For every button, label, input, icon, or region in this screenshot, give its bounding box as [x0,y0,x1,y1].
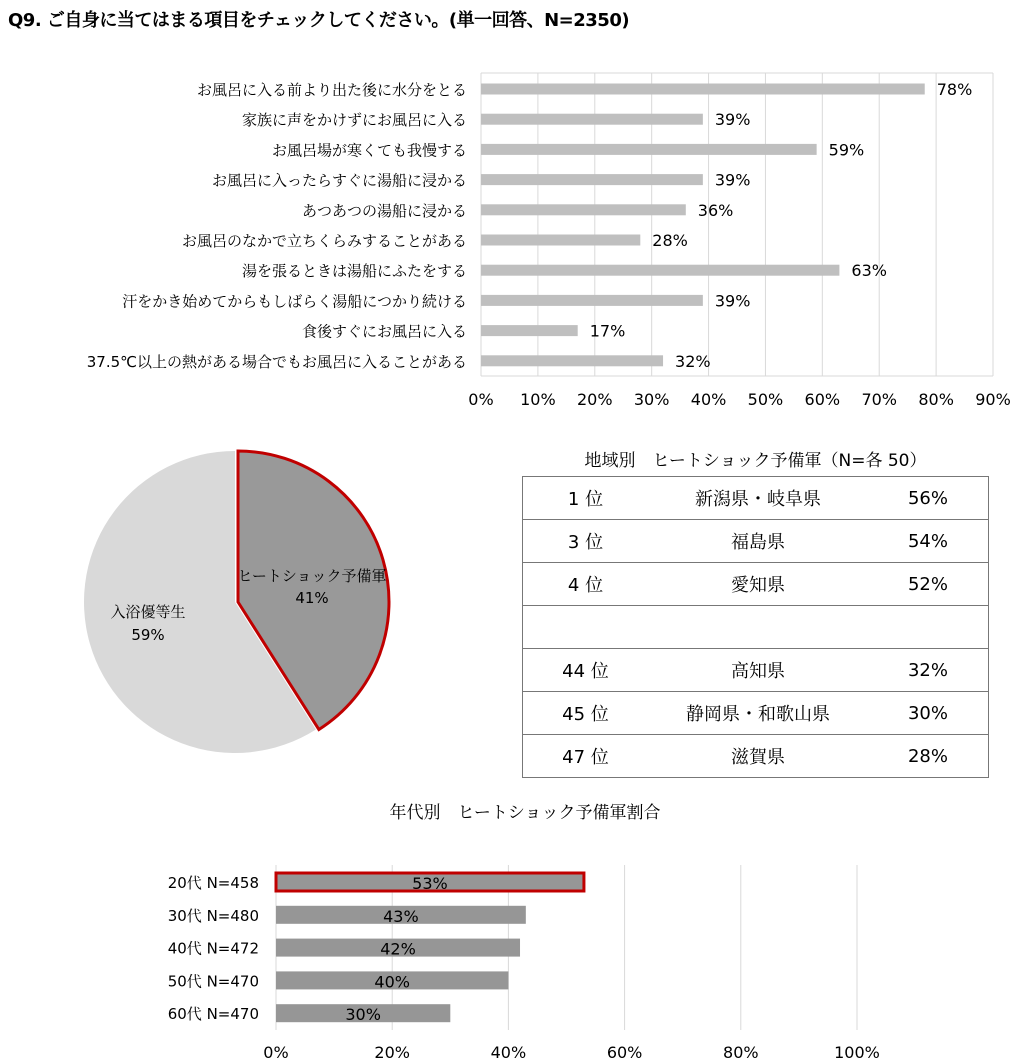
value-label: 43% [383,906,419,926]
category-label: お風呂に入ったらすぐに湯船に浸かる [211,171,467,190]
prefecture-cell: 高知県 [648,649,868,692]
category-label: 食後すぐにお風呂に入る [301,322,467,341]
category-label: あつあつの湯船に浸かる [301,201,467,220]
bar [481,295,703,306]
x-tick-label: 20% [576,390,613,409]
value-label: 28% [652,231,688,250]
pie-label: ヒートショック予備軍 [237,567,387,585]
table-row [523,520,989,563]
pie-pct-label: 41% [295,589,329,607]
percent-cell: 56% [868,477,989,520]
percent-cell: 32% [868,649,989,692]
category-label: 家族に声をかけずにお風呂に入る [241,111,467,130]
table-row [523,735,989,778]
bar [481,355,663,366]
x-tick-label: 20% [374,1043,410,1062]
bar [481,174,703,185]
bar [481,325,578,336]
table-row [523,606,989,649]
table-row [523,649,989,692]
x-tick-label: 90% [975,390,1011,409]
value-label: 39% [714,110,751,130]
x-tick-label: 0% [468,390,494,409]
prefecture-cell: 愛知県 [648,563,868,606]
x-tick-label: 60% [606,1043,643,1062]
category-label: お風呂に入る前より出た後に水分をとる [196,81,467,99]
rank-cell: 44 位 [523,649,649,692]
value-label: 39% [714,291,751,311]
x-tick-label: 100% [834,1043,880,1062]
x-tick-label: 50% [747,390,784,409]
percent-cell [868,606,989,649]
value-label: 17% [589,321,626,341]
pie-pct-label: 59% [131,626,165,644]
percent-cell: 30% [868,692,989,735]
prefecture-cell: 静岡県・和歌山県 [648,692,868,735]
table-row [523,692,989,735]
x-tick-label: 80% [723,1043,759,1062]
value-label: 39% [714,170,751,190]
table-row [523,563,989,606]
prefecture-cell: 滋賀県 [648,735,868,778]
value-label: 78% [936,80,973,99]
rank-cell: 1 位 [523,477,649,520]
percent-cell: 54% [868,520,989,563]
x-tick-label: 40% [490,1043,527,1062]
category-label: 37.5℃以上の熱がある場合でもお風呂に入ることがある [86,352,467,371]
category-label: 40代 N=472 [167,939,259,958]
bar [481,144,817,155]
x-tick-label: 70% [861,390,898,409]
bar [481,265,839,276]
value-label: 42% [380,939,416,959]
rank-cell: 3 位 [523,520,649,563]
rank-cell [523,606,649,649]
value-label: 63% [851,261,887,281]
value-label: 32% [675,351,711,371]
percent-cell: 52% [868,563,989,606]
bar [481,235,640,246]
x-tick-label: 0% [263,1043,289,1062]
bar [481,84,925,95]
category-label: 50代 N=470 [167,972,259,991]
value-label: 40% [374,972,410,992]
percent-cell: 28% [868,735,989,778]
category-label: 20代 N=458 [167,874,259,892]
region-ranking-table [522,476,989,778]
table-row [523,477,989,520]
prefecture-cell: 新潟県・岐阜県 [648,477,868,520]
age-chart-title: 年代別 ヒートショック予備軍割合 [389,803,661,823]
rank-cell: 45 位 [523,692,649,735]
x-tick-label: 40% [690,390,727,409]
prefecture-cell [648,606,868,649]
pie-label: 入浴優等生 [110,603,186,621]
region-table-title: 地域別 ヒートショック予備軍（N=各 50） [584,451,927,471]
category-label: 湯を張るときは湯船にふたをする [241,262,467,281]
category-label: 60代 N=470 [167,1005,259,1024]
prefecture-cell: 福島県 [648,520,868,563]
x-tick-label: 30% [633,390,670,409]
value-label: 59% [828,140,865,160]
bar [481,204,686,215]
category-label: 汗をかき始めてからもしばらく湯船につかり続ける [122,292,467,311]
value-label: 30% [345,1005,381,1025]
category-label: 30代 N=480 [167,906,259,925]
value-label: 36% [697,200,734,220]
x-tick-label: 10% [520,390,556,409]
question-title: Q9. ご自身に当てはまる項目をチェックしてください。(単一回答、N=2350) [8,10,630,31]
bar [481,114,703,125]
rank-cell: 4 位 [523,563,649,606]
category-label: お風呂のなかで立ちくらみすることがある [181,232,467,250]
value-label: 53% [412,874,448,893]
rank-cell: 47 位 [523,735,649,778]
x-tick-label: 80% [918,390,954,409]
x-tick-label: 60% [804,390,841,409]
category-label: お風呂場が寒くても我慢する [271,141,467,160]
